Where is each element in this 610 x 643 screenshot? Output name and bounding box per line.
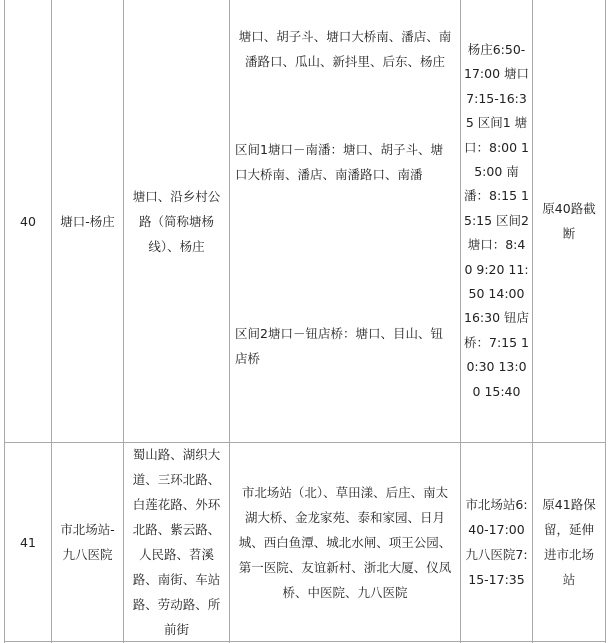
route-stops-full: 塘口、胡子斗、塘口大桥南、潘店、南潘路口、瓜山、新抖里、后东、杨庄 — [238, 29, 452, 69]
route-roads: 蜀山路、湖织大道、三环北路、白莲花路、外环北路、紫云路、人民路、苕溪路、南街、车站路、劳动路、所前街 — [132, 447, 221, 637]
grid-line — [605, 0, 606, 643]
grid-line — [4, 641, 606, 642]
route-number: 41 — [20, 534, 36, 550]
route-stops-segment-1: 区间1塘口－南潘：塘口、胡子斗、塘口大桥南、潘店、南潘路口、南潘 — [235, 142, 443, 182]
route-times: 杨庄6:50-17:00 塘口7:15-16:35 区间1 塘口：8:00 15:00 南潘：8:15 15:15 区间2 塘口：8:40 9:20 11:50 14:00 16:30 钮店桥：7:15 10:30 13:00 15:40 — [464, 41, 529, 399]
route-note: 原41路保留，延伸进市北场站 — [542, 497, 596, 587]
route-stops-segment-2: 区间2塘口－钮店桥：塘口、目山、钮店桥 — [235, 326, 443, 366]
route-number: 40 — [20, 213, 36, 229]
route-name: 塘口-杨庄 — [60, 213, 115, 229]
route-note: 原40路截断 — [542, 201, 596, 241]
route-times: 市北场站6:40-17:00 九八医院7:15-17:35 — [465, 497, 528, 587]
route-stops: 市北场站（北）、草田漾、后庄、南太湖大桥、金龙家苑、泰和家园、日月城、西白鱼潭、城北水闸、项王公园、第一医院、友谊新村、浙北大厦、仪凤桥、中医院、九八医院 — [238, 484, 452, 600]
route-roads: 塘口、沿乡村公路（简称塘杨线）、杨庄 — [132, 188, 221, 254]
route-name: 市北场站-九八医院 — [60, 522, 115, 562]
